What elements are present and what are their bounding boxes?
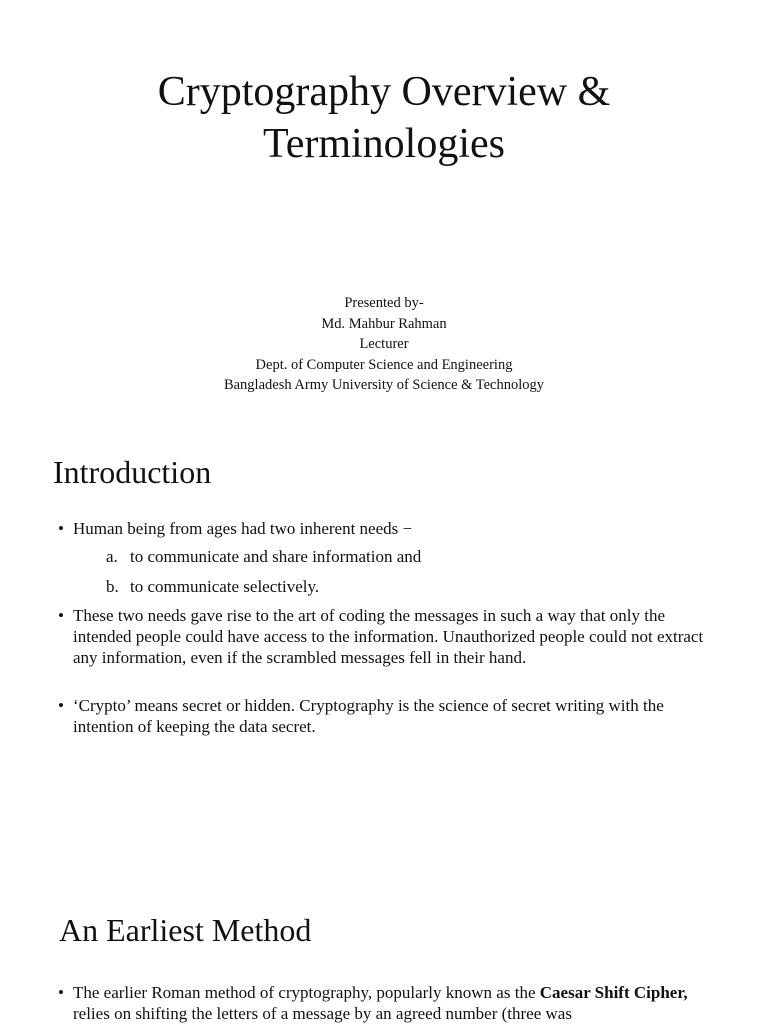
presenter-university: Bangladesh Army University of Science & Technology <box>223 377 545 394</box>
sub-item-marker: b. <box>106 577 119 596</box>
earliest-method-slide <box>0 880 768 1024</box>
slide-title-line-2: Terminologies <box>262 121 505 167</box>
bullet-icon: • <box>58 696 64 715</box>
introduction-bullets-1 <box>58 518 708 539</box>
sub-item-a <box>106 546 421 567</box>
presenter-department: Dept. of Computer Science and Engineering <box>255 356 513 373</box>
introduction-bullets-2 <box>58 605 708 668</box>
bullet-text: ‘Crypto’ means secret or hidden. Cryptography is the science of secret writing with the intention of keeping the data secret. <box>73 696 664 736</box>
sub-item-marker: a. <box>106 547 118 566</box>
bullet-text: Human being from ages had two inherent needs − <box>73 519 413 538</box>
presenter-name: Md. Mahbur Rahman <box>321 315 447 332</box>
presented-by-label: Presented by- <box>344 295 424 311</box>
presenter-role: Lecturer <box>359 336 409 353</box>
earliest-method-heading: An Earliest Method <box>59 912 312 948</box>
list-item <box>58 695 708 737</box>
title-slide <box>0 0 768 440</box>
introduction-heading: Introduction <box>53 454 212 490</box>
bullet-text-post: relies on shifting the letters of a message by an agreed number (three was <box>73 1004 572 1023</box>
bullet-icon: • <box>58 519 64 538</box>
caesar-cipher-term: Caesar Shift Cipher, <box>539 983 688 1002</box>
bullet-text-pre: The earlier Roman method of cryptography, popularly known as the <box>73 983 540 1002</box>
introduction-bullets-3 <box>58 695 708 737</box>
sub-item-b <box>106 576 319 597</box>
bullet-text: These two needs gave rise to the art of coding the messages in such a way that only the intended people could have access to the information. Unauthorized people could not extract any information, even if the scrambled messages fell in their hand. <box>73 606 704 667</box>
bullet-icon: • <box>58 983 64 1002</box>
list-item <box>58 982 708 1024</box>
earliest-method-bullets <box>58 982 708 1024</box>
presenter-block <box>0 293 768 396</box>
slide-title <box>0 66 768 170</box>
sub-item-text: to communicate selectively. <box>130 577 320 596</box>
bullet-icon: • <box>58 606 64 625</box>
sub-item-text: to communicate and share information and <box>130 547 422 566</box>
introduction-slide <box>0 440 768 880</box>
list-item <box>58 605 708 668</box>
list-item <box>58 518 708 539</box>
slide-title-line-1: Cryptography Overview & <box>157 69 611 115</box>
